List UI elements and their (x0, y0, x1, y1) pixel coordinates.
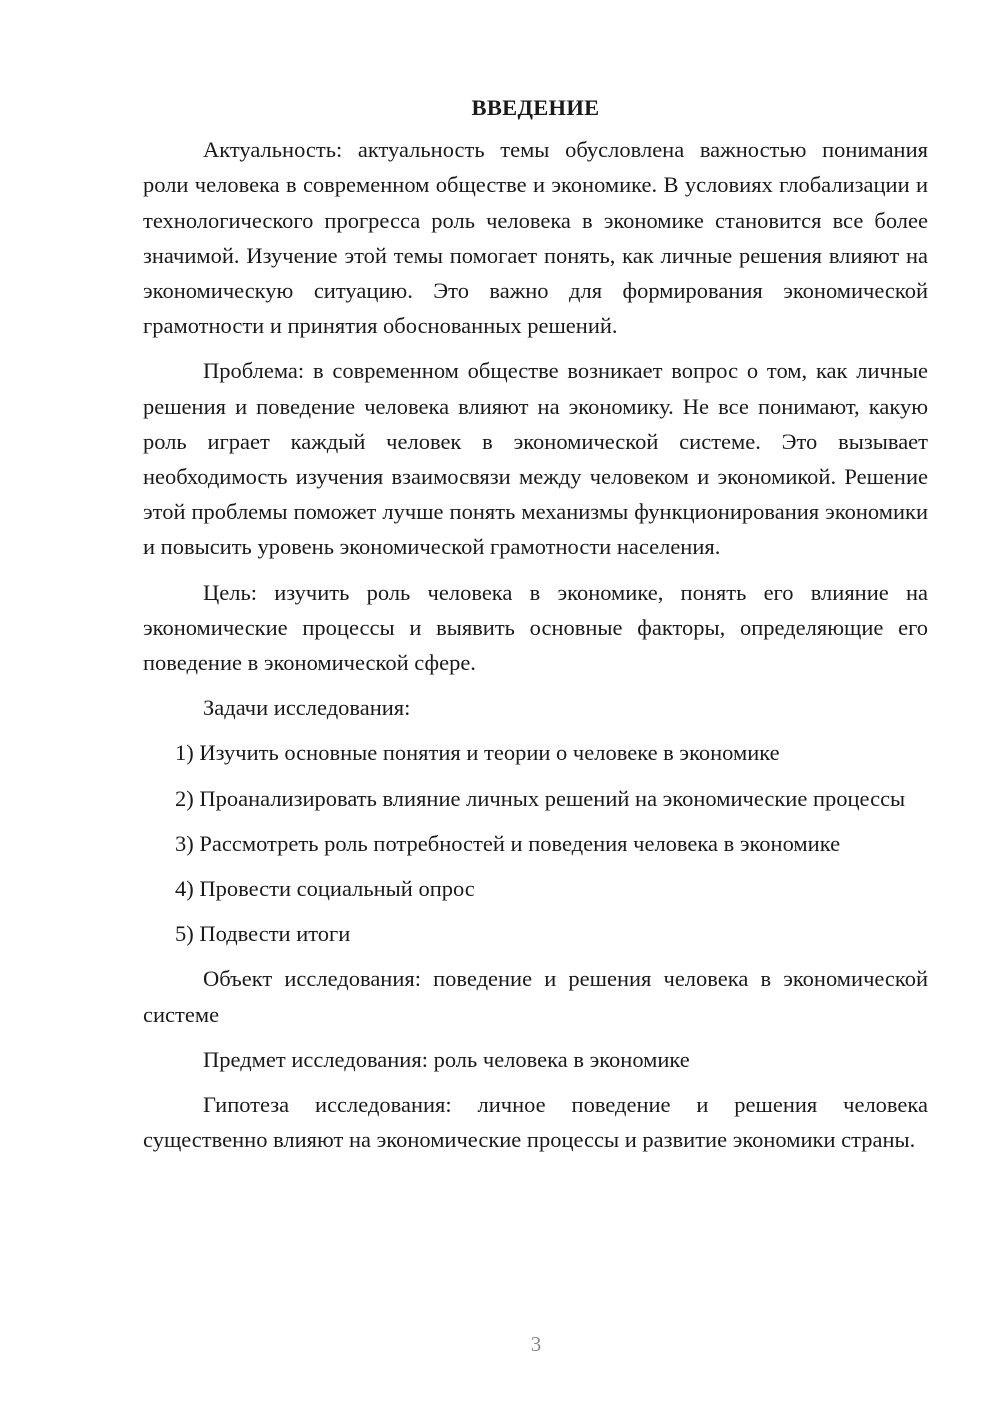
task-item: 3) Рассмотреть роль потребностей и поведения человека в экономике (175, 830, 841, 856)
goal-paragraph: Цель: изучить роль человека в экономике, понять его влияние на экономические процессы и выявить основные факторы, определяющие его поведение в экономической сфере. (143, 579, 928, 676)
task-item: 4) Провести социальный опрос (175, 876, 475, 902)
problem-paragraph: Проблема: в современном обществе возникает вопрос о том, как личные решения и поведение человека влияют на экономику. Не все понимают, какую роль играет каждый человек в экономической системе. Это вызывает необходимость изучения взаимосвязи между человеком и экономикой. Решение этой проблемы поможет лучше понять механизмы функционирования экономики и повысить уровень экономической грамотности населения. (143, 358, 928, 560)
relevance-paragraph: Актуальность: актуальность темы обусловлена важностью понимания роли человека в современном обществе и экономике. В условиях глобализации и технологического прогресса роль человека в экономике становится все более значимой. Изучение этой темы помогает понять, как личные решения влияют на экономическую ситуацию. Это важно для формирования экономической грамотности и принятия обоснованных решений. (143, 137, 928, 339)
page-number: 3 (530, 1332, 542, 1356)
object-paragraph: Объект исследования: поведение и решения человека в экономической системе (143, 966, 928, 1027)
task-item: 5) Подвести итоги (175, 921, 351, 947)
document-page (143, 90, 928, 1167)
subject-paragraph: Предмет исследования: роль человека в экономике (203, 1046, 690, 1072)
task-item: 1) Изучить основные понятия и теории о человеке в экономике (175, 740, 780, 766)
task-item: 2) Проанализировать влияние личных решений на экономические процессы (175, 785, 906, 811)
page-title: ВВЕДЕНИЕ (471, 95, 600, 120)
tasks-heading: Задачи исследования: (203, 695, 411, 721)
hypothesis-paragraph: Гипотеза исследования: личное поведение и решения человека существенно влияют на экономические процессы и развитие экономики страны. (143, 1092, 928, 1153)
tasks-list (143, 735, 928, 951)
